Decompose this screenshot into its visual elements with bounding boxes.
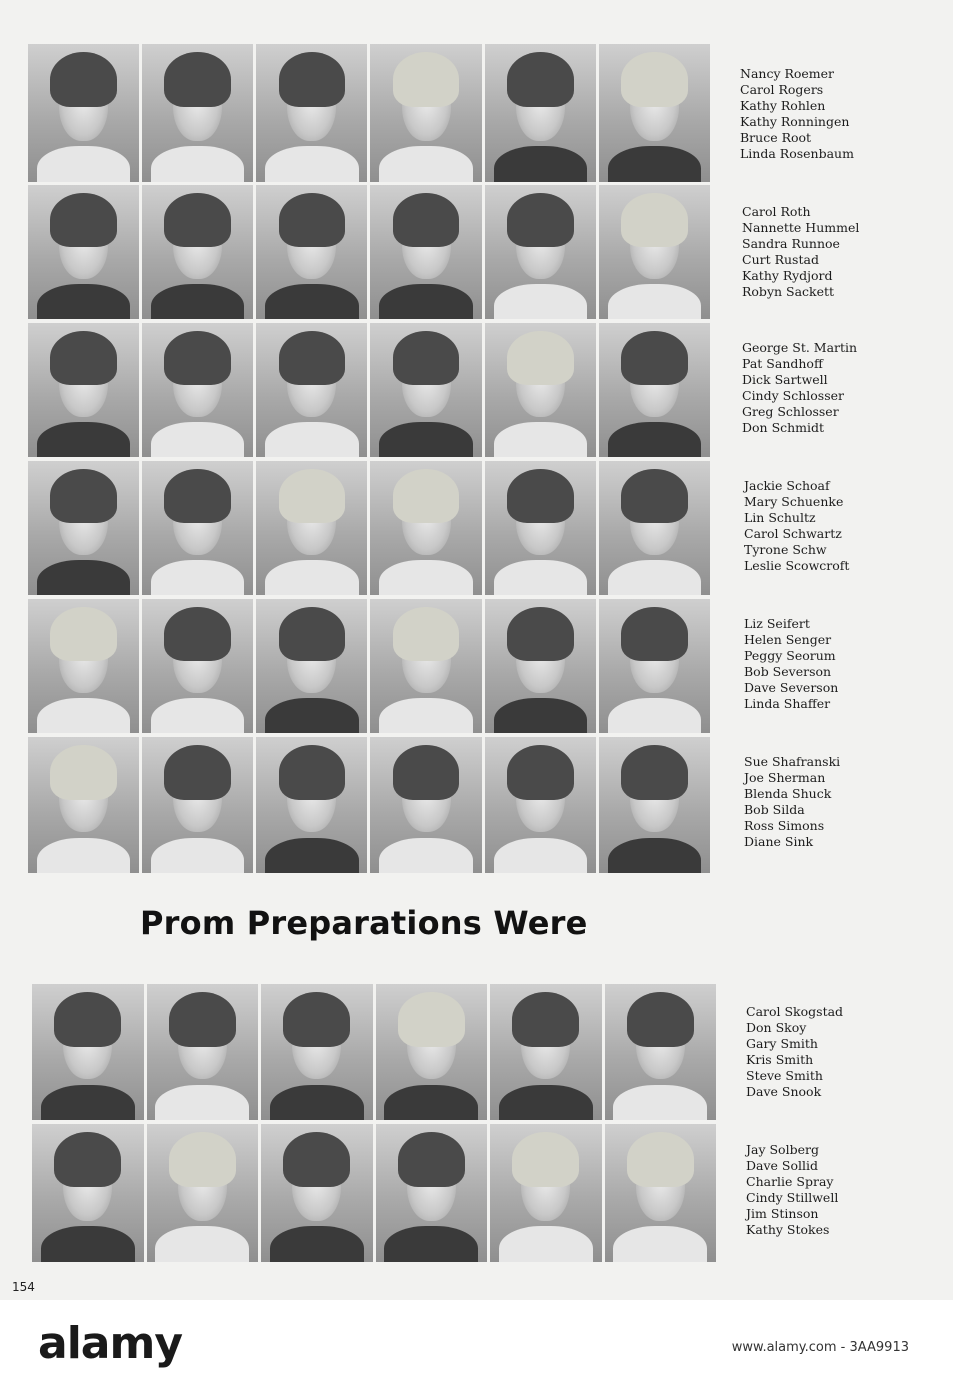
portrait-torso — [270, 1226, 364, 1262]
student-name: Kathy Ronningen — [740, 114, 850, 129]
portrait-torso — [613, 1085, 707, 1120]
student-name: Gary Smith — [746, 1036, 818, 1051]
student-portrait — [599, 461, 710, 595]
portrait-hair — [164, 607, 231, 661]
student-name: Cindy Stillwell — [746, 1190, 839, 1205]
student-portrait — [485, 185, 596, 319]
portrait-hair — [164, 745, 231, 799]
student-portrait — [32, 1124, 144, 1262]
student-name: Kathy Rohlen — [740, 98, 826, 113]
student-portrait — [490, 1124, 602, 1262]
name-list — [744, 616, 838, 712]
portrait-hair — [283, 1132, 350, 1187]
student-portrait — [490, 984, 602, 1120]
student-name: Sue Shafranski — [744, 754, 841, 769]
portrait-torso — [608, 560, 701, 595]
portrait-torso — [608, 838, 701, 873]
student-name: Lin Schultz — [744, 510, 816, 525]
portrait-torso — [608, 422, 701, 457]
portrait-torso — [494, 838, 587, 873]
student-portrait — [147, 1124, 259, 1262]
name-list — [742, 204, 859, 300]
portrait-torso — [37, 560, 130, 595]
student-name: Carol Skogstad — [746, 1004, 844, 1019]
portrait-torso — [37, 146, 130, 182]
portrait-torso — [384, 1226, 478, 1262]
portrait-torso — [613, 1226, 707, 1262]
portrait-hair — [627, 1132, 694, 1187]
student-name: Steve Smith — [746, 1068, 823, 1083]
portrait-torso — [379, 560, 472, 595]
student-portrait — [605, 1124, 717, 1262]
page-number: 154 — [12, 1280, 35, 1294]
photo-row — [28, 323, 710, 457]
student-portrait — [28, 44, 139, 182]
page-headline: Prom Preparations Were — [140, 904, 588, 942]
portrait-torso — [494, 146, 587, 182]
portrait-hair — [398, 1132, 465, 1187]
portrait-torso — [265, 284, 358, 319]
student-portrait — [599, 185, 710, 319]
student-portrait — [370, 44, 481, 182]
student-name: Peggy Seorum — [744, 648, 836, 663]
name-list — [744, 478, 849, 574]
portrait-hair — [50, 331, 117, 385]
student-name: Jay Solberg — [746, 1142, 819, 1157]
student-name: Carol Roth — [742, 204, 811, 219]
student-name: Sandra Runnoe — [742, 236, 840, 251]
portrait-hair — [393, 193, 460, 247]
portrait-hair — [507, 193, 574, 247]
student-name: Jackie Schoaf — [744, 478, 830, 493]
portrait-torso — [499, 1226, 593, 1262]
student-name: Diane Sink — [744, 834, 814, 849]
student-portrait — [599, 323, 710, 457]
photo-row — [32, 1124, 716, 1262]
student-name: Don Skoy — [746, 1020, 807, 1035]
portrait-torso — [41, 1085, 135, 1120]
portrait-hair — [279, 469, 346, 523]
portrait-hair — [512, 1132, 579, 1187]
portrait-torso — [270, 1085, 364, 1120]
student-portrait — [256, 185, 367, 319]
image-id: www.alamy.com - 3AA9913 — [731, 1340, 909, 1355]
student-portrait — [256, 737, 367, 873]
student-name: Dave Snook — [746, 1084, 822, 1099]
portrait-torso — [265, 698, 358, 733]
portrait-hair — [50, 193, 117, 247]
student-portrait — [28, 323, 139, 457]
student-name: Kathy Rydjord — [742, 268, 833, 283]
name-list — [744, 754, 840, 850]
student-portrait — [370, 599, 481, 733]
photo-row — [28, 44, 710, 182]
portrait-hair — [54, 1132, 121, 1187]
student-portrait — [261, 1124, 373, 1262]
portrait-hair — [279, 52, 346, 107]
student-name: Dick Sartwell — [742, 372, 828, 387]
portrait-hair — [164, 193, 231, 247]
portrait-torso — [494, 698, 587, 733]
student-name: Dave Sollid — [746, 1158, 818, 1173]
portrait-hair — [393, 607, 460, 661]
student-portrait — [485, 737, 596, 873]
portrait-hair — [279, 607, 346, 661]
portrait-torso — [151, 560, 244, 595]
portrait-hair — [507, 745, 574, 799]
student-portrait — [261, 984, 373, 1120]
student-name: Linda Shaffer — [744, 696, 831, 711]
name-list — [746, 1142, 838, 1238]
portrait-hair — [621, 469, 688, 523]
portrait-torso — [155, 1085, 249, 1120]
portrait-hair — [164, 331, 231, 385]
student-portrait — [28, 461, 139, 595]
brand-logo: alamy — [38, 1318, 182, 1369]
portrait-torso — [379, 698, 472, 733]
portrait-torso — [499, 1085, 593, 1120]
student-name: Kris Smith — [746, 1052, 814, 1067]
portrait-hair — [507, 607, 574, 661]
student-portrait — [485, 323, 596, 457]
student-name: Joe Sherman — [744, 770, 826, 785]
student-name: Bob Silda — [744, 802, 805, 817]
portrait-hair — [283, 992, 350, 1046]
student-portrait — [605, 984, 717, 1120]
portrait-torso — [151, 838, 244, 873]
student-name: Carol Rogers — [740, 82, 824, 97]
student-name: Bob Severson — [744, 664, 832, 679]
student-portrait — [599, 599, 710, 733]
student-name: George St. Martin — [742, 340, 858, 355]
name-list — [740, 66, 854, 162]
portrait-hair — [621, 331, 688, 385]
photo-row — [28, 461, 710, 595]
student-name: Nancy Roemer — [740, 66, 835, 81]
portrait-hair — [279, 745, 346, 799]
student-name: Robyn Sackett — [742, 284, 835, 299]
student-portrait — [142, 599, 253, 733]
portrait-hair — [393, 745, 460, 799]
stock-footer — [0, 1300, 953, 1390]
portrait-torso — [379, 146, 472, 182]
portrait-hair — [507, 331, 574, 385]
student-portrait — [485, 461, 596, 595]
portrait-torso — [37, 698, 130, 733]
student-portrait — [370, 185, 481, 319]
portrait-torso — [494, 560, 587, 595]
student-name: Blenda Shuck — [744, 786, 832, 801]
portrait-hair — [164, 52, 231, 107]
portrait-torso — [151, 698, 244, 733]
portrait-torso — [608, 698, 701, 733]
portrait-hair — [621, 52, 688, 107]
photo-row — [28, 599, 710, 733]
student-name: Kathy Stokes — [746, 1222, 830, 1237]
portrait-hair — [393, 331, 460, 385]
student-portrait — [142, 44, 253, 182]
portrait-hair — [50, 607, 117, 661]
student-name: Helen Senger — [744, 632, 832, 647]
portrait-torso — [379, 422, 472, 457]
portrait-torso — [494, 284, 587, 319]
photo-row — [28, 737, 710, 873]
student-portrait — [370, 461, 481, 595]
photo-row — [28, 185, 710, 319]
student-portrait — [256, 461, 367, 595]
student-name: Tyrone Schw — [744, 542, 827, 557]
name-list — [742, 340, 857, 436]
portrait-torso — [265, 422, 358, 457]
portrait-hair — [507, 52, 574, 107]
portrait-torso — [151, 422, 244, 457]
student-portrait — [370, 737, 481, 873]
portrait-hair — [169, 992, 236, 1046]
student-name: Bruce Root — [740, 130, 812, 145]
student-portrait — [142, 323, 253, 457]
portrait-hair — [621, 607, 688, 661]
portrait-hair — [507, 469, 574, 523]
portrait-hair — [512, 992, 579, 1046]
portrait-torso — [37, 422, 130, 457]
student-portrait — [142, 461, 253, 595]
student-name: Nannette Hummel — [742, 220, 860, 235]
student-portrait — [142, 185, 253, 319]
student-portrait — [599, 44, 710, 182]
student-portrait — [142, 737, 253, 873]
portrait-torso — [265, 838, 358, 873]
student-portrait — [28, 599, 139, 733]
portrait-hair — [164, 469, 231, 523]
student-name: Charlie Spray — [746, 1174, 834, 1189]
student-name: Cindy Schlosser — [742, 388, 844, 403]
student-name: Curt Rustad — [742, 252, 819, 267]
portrait-torso — [151, 146, 244, 182]
portrait-torso — [494, 422, 587, 457]
student-portrait — [376, 984, 488, 1120]
student-name: Jim Stinson — [746, 1206, 819, 1221]
name-list — [746, 1004, 843, 1100]
student-name: Don Schmidt — [742, 420, 825, 435]
student-portrait — [28, 737, 139, 873]
portrait-torso — [265, 146, 358, 182]
portrait-torso — [379, 838, 472, 873]
student-portrait — [256, 44, 367, 182]
student-portrait — [32, 984, 144, 1120]
portrait-hair — [279, 193, 346, 247]
portrait-torso — [379, 284, 472, 319]
portrait-hair — [393, 469, 460, 523]
portrait-hair — [627, 992, 694, 1046]
portrait-torso — [155, 1226, 249, 1262]
student-name: Dave Severson — [744, 680, 839, 695]
student-portrait — [485, 599, 596, 733]
student-portrait — [485, 44, 596, 182]
student-portrait — [28, 185, 139, 319]
portrait-hair — [398, 992, 465, 1046]
portrait-hair — [279, 331, 346, 385]
student-name: Mary Schuenke — [744, 494, 844, 509]
portrait-torso — [37, 838, 130, 873]
portrait-torso — [41, 1226, 135, 1262]
portrait-hair — [50, 469, 117, 523]
portrait-hair — [50, 745, 117, 799]
portrait-torso — [265, 560, 358, 595]
portrait-hair — [621, 193, 688, 247]
portrait-hair — [393, 52, 460, 107]
photo-row — [32, 984, 716, 1120]
student-portrait — [376, 1124, 488, 1262]
portrait-torso — [608, 284, 701, 319]
portrait-torso — [608, 146, 701, 182]
student-portrait — [599, 737, 710, 873]
student-name: Carol Schwartz — [744, 526, 842, 541]
portrait-hair — [169, 1132, 236, 1187]
portrait-hair — [621, 745, 688, 799]
student-name: Linda Rosenbaum — [740, 146, 854, 161]
portrait-hair — [54, 992, 121, 1046]
student-portrait — [256, 599, 367, 733]
portrait-torso — [384, 1085, 478, 1120]
student-portrait — [147, 984, 259, 1120]
portrait-hair — [50, 52, 117, 107]
portrait-torso — [37, 284, 130, 319]
student-name: Leslie Scowcroft — [744, 558, 850, 573]
student-name: Pat Sandhoff — [742, 356, 823, 371]
portrait-torso — [151, 284, 244, 319]
student-name: Greg Schlosser — [742, 404, 839, 419]
student-portrait — [370, 323, 481, 457]
student-name: Ross Simons — [744, 818, 825, 833]
student-portrait — [256, 323, 367, 457]
student-name: Liz Seifert — [744, 616, 810, 631]
